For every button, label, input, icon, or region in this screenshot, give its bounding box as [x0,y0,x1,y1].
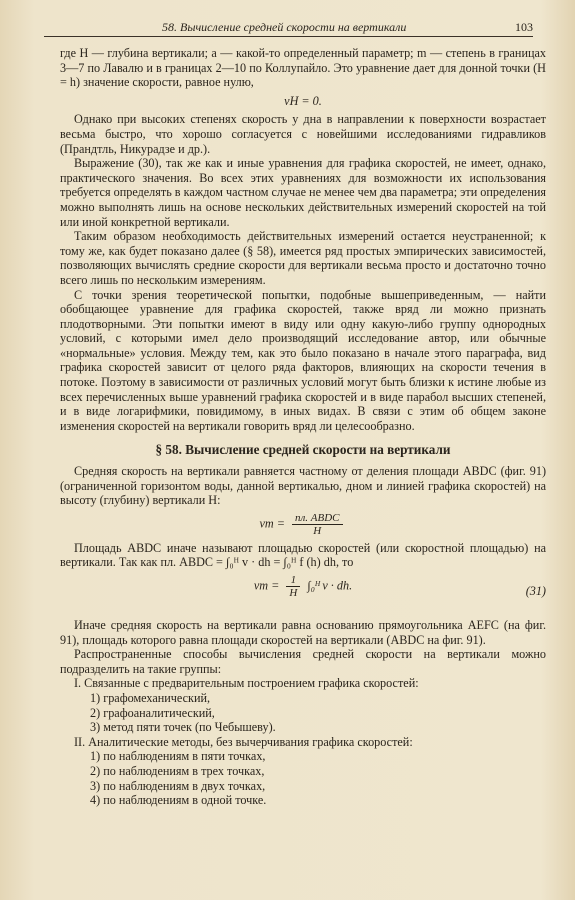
paragraph: Таким образом необходимость действительных измерений остается неустраненной; к тому же, как будет показано далее (§ 58), имеется ряд простых эмпирических зависимостей, позволяющих вычислять средние скорости для вертикали весьма просто и достаточно точно всего лишь по нескольким измерениям. [60,229,546,287]
page-body [60,46,546,808]
list-item: 2) графоаналитический, [90,705,215,720]
paragraph: Однако при высоких степенях скорость у дна в направлении к поверхности возрастает весьма быстро, что хорошо согласуется с новейшими исследованиями гидравликов (Прандтль, Никурадзе и др.). [60,112,546,156]
list-item: 1) по наблюдениям в пяти точках, [90,749,266,764]
equation-mean-velocity: vm = пл. ABDC H [60,512,546,537]
paragraph: Площадь ABDC иначе называют площадью скоростей (или скоростной площадью) на вертикали. Так как пл. ABDC = ∫₀ᴴ v · dh = ∫₀ᴴ f (h) dh, то [60,540,546,570]
equation-label: (31) [525,584,546,598]
page-number: 103 [515,20,533,34]
paragraph: Средняя скорость на вертикали равняется частному от деления площади ABDC (фиг. 91) (ограниченной горизонтом воды, данной вертикалью, дном и линией графика скоростей) на высоту (глубину) вертикали H: [60,464,546,508]
paragraph: Иначе средняя скорость на вертикали равна основанию прямоугольника AEFC (на фиг. 91), площадь которого равна площади скоростей на вертикали (ABDC на фиг. 91). [60,618,546,647]
section-heading: § 58. Вычисление средней скорости на вертикали [155,442,451,458]
header-title: 58. Вычисление средней скорости на вертикали [162,20,407,34]
list-item: 3) метод пяти точек (по Чебышеву). [90,720,276,735]
paragraph: Распространенные способы вычисления средней скорости на вертикали можно подразделить на такие группы: [60,647,546,676]
group-title: II. Аналитические методы, без вычерчивания графика скоростей: [74,734,413,749]
paragraph: Выражение (30), так же как и иные уравнения для графика скоростей, не имеет, однако, практического значения. Во всех этих уравнениях для возможности их использования требуется определять в каждом частном случае не менее чем два параметра; эти определения можно выполнять лишь на основе нескольких действительных измерений скоростей на той или иной конкретной вертикали. [60,156,546,229]
paragraph: С точки зрения теоретической попытки, подобные вышеприведенным, — найти обобщающее уравнение для графика скоростей, также вряд ли можно признать плодотворными. Эти попытки имеют в виду или одну какую-либо группу однородных условий, с которыми имел дело производящий исследование автор, или обычные «нормальные» условия. Между тем, как это было показано в начале этого параграфа, вид графика скоростей зависит от целого ряда факторов, влияющих на скорости течения в потоке. Поэтому в зависимости от различных условий могут быть близки к истине любые из всех перечисленных выше уравнений графика скоростей и в виде парабол высших степеней, и в виде логарифмики, повидимому, в иных видах. В связи с этим об общем законе изменения скоростей на вертикали говорить вряд ли целесообразно. [60,287,546,433]
method-groups [60,676,546,807]
list-item: 2) по наблюдениям в трех точках, [90,763,265,778]
running-header [44,18,533,37]
group-title: I. Связанные с предварительным построением графика скоростей: [74,676,419,691]
list-item: 3) по наблюдениям в двух точках, [90,778,266,793]
paragraph: где H — глубина вертикали; a — какой-то определенный параметр; m — степень в границах 3—7 по Лавалю и в границах 2—10 по Коллупайло. Это уравнение дает для донной точки (H = h) значение скорости, равное нулю, [60,46,546,90]
list-item: 4) по наблюдениям в одной точке. [90,793,267,808]
equation-31: vm = $\frac{1}{H}$ ∫₀ᴴ v · dh. (31) [253,574,546,599]
equation: vH = 0. [284,93,322,108]
list-item: 1) графомеханический, [90,690,211,705]
